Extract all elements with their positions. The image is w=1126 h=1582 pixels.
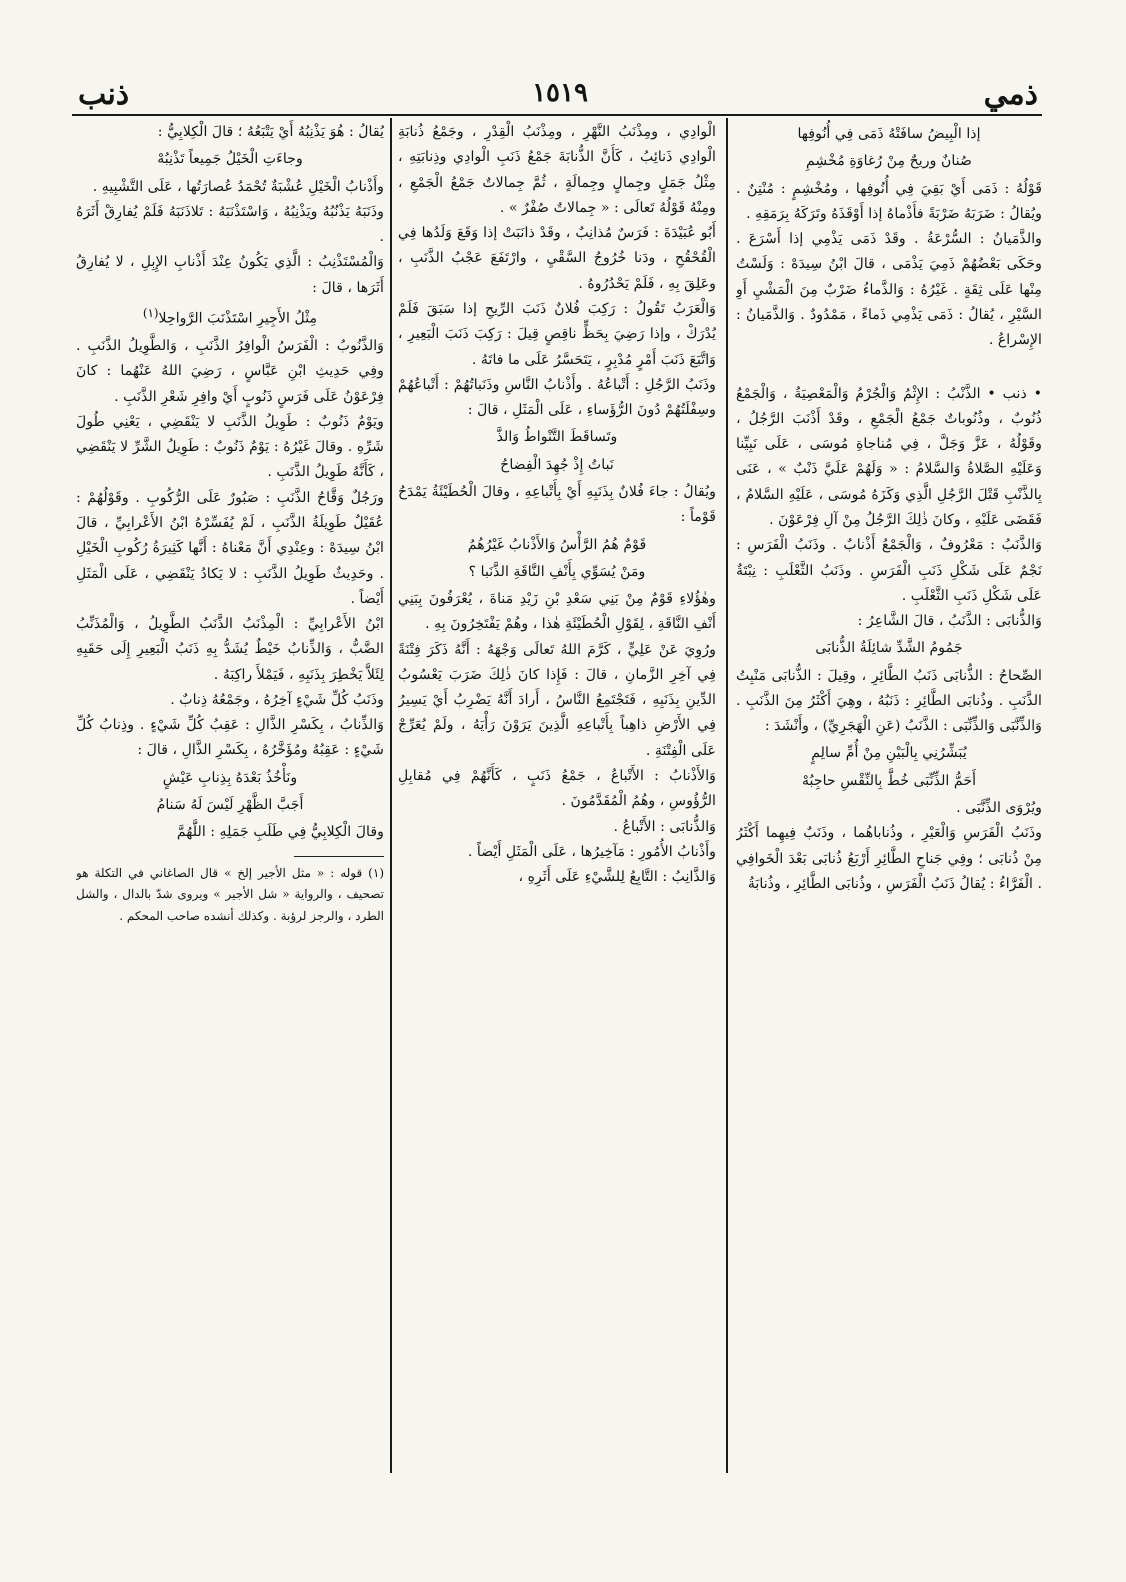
- verse-line: نَباتُ إِذْ جُهِدَ الْفِضاحُ: [500, 456, 614, 473]
- paragraph: الْوادِي ، ومِذْنَبُ النَّهْرِ ، ومِذْنَبُ الْقِدْرِ ، وجَمْعُ ذُنابَةِ الْوادِي ذَنائِبُ ، كَأَنَّ الذُّنابَةَ جَمْعُ ذَنَبِ الْوادِي وذِنابَتِهِ ، مِثْلُ جَمَلٍ وجِمالٍ وجِمالَةٍ ، ثُمَّ جِمالاتٌ جَمْعُ الْجَمْعِ ، ومِنْهُ قَوْلُهُ تَعالَى : « جِمالاتٌ صُفْرٌ » .: [398, 124, 716, 216]
- paragraph: الصِّحاحُ : الذُّنابَى ذَنَبُ الطَّائِرِ ، وقِيلَ : الذُّنابَى مَنْبِتُ الذَّنَبِ . وذُنابَى الطَّائِرِ : ذَنَبُهُ ، وهِيَ أَكْثَرُ مِنَ الذَّنَبِ . وَالذِّنَّبَى وَالذِّنِّبَى : الذَّنَبُ (عَنِ الْهَجَرِيِّ) ، وأَنْشَدَ :: [736, 667, 1042, 735]
- entry-dhanb: • ذنب • الذَّنْبُ : الإِثْمُ وَالْجُرْمُ وَالْمَعْصِيَةُ ، وَالْجَمْعُ ذُنُوبٌ ، وذُنُوباتٌ جَمْعُ الْجَمْعِ ، وقَدْ أَذْنَبَ الرَّجُلُ ، وقَوْلُهُ ، عَزَّ وَجَلَّ ، فِي مُناجاةِ مُوسَى ، عَلَى نَبِيِّنا وَعَلَيْهِ الصَّلاةُ وَالسَّلامُ : « وَلَهُمْ عَلَيَّ ذَنْبٌ » ، عَنَى بِالذَّنْبِ قَتْلَ الرَّجُلِ الَّذِي وَكَزَهُ مُوسَى ، عَلَيْهِ السَّلامُ ، فَقَضَى عَلَيْهِ ، وكانَ ذٰلِكَ الرَّجُلُ مِنْ آلِ فِرْعَوْنَ .: [736, 385, 1042, 528]
- paragraph: وقالَ الْكِلابِيُّ فِي طَلَبِ جَمَلِهِ : اللَّهُمَّ: [176, 824, 384, 841]
- paragraph: وَالْعَرَبُ تَقُولُ : رَكِبَ فُلانٌ ذَنَبَ الرِّيحِ إذا سَبَقَ فَلَمْ يُدْرَكْ ، وإذا رَضِيَ بِحَظٍّ ناقِصٍ قِيلَ : رَكِبَ ذَنَبَ الْبَعِيرِ ، وَاتَّبَعَ ذَنَبَ أَمْرٍ مُدْبِرٍ ، يَتَحَسَّرُ عَلَى ما فاتَهُ .: [398, 300, 716, 368]
- verse-line: قَوْمٌ هُمُ الرَّأْسُ وَالأَذْنابُ غَيْرُهُمُ: [467, 536, 647, 553]
- paragraph: وذَنَبُ الْفَرَسِ وَالْعَيْرِ ، وذُناباهُما ، وذَنَبٌ فِيهِما أَكْثَرُ مِنْ ذُنابَى ؛ وفِي جَناحِ الطَّائِرِ أَرْبَعُ ذُنابَى بَعْدَ الْخَوافِي . الْفَرَّاءُ : يُقالُ ذَنَبُ الْفَرَسِ ، وذُنابَى الطَّائِرِ ، وذُنابَةُ: [736, 825, 1042, 892]
- verse-line: يُبَشِّرُنِي بِالْبَيْنِ مِنْ أُمِّ سالِمٍ: [811, 745, 967, 762]
- paragraph: وَالْمُسْتَذْنِبُ : الَّذِي يَكُونُ عِنْدَ أَذْنابِ الإِبِلِ ، لا يُفارِقُ أَثَرَها ، قالَ :: [76, 254, 384, 296]
- verse-line: أَجَبَّ الظَّهْرِ لَيْسَ لَهُ سَنامُ: [156, 797, 304, 814]
- running-head-left: ذنب: [78, 77, 130, 112]
- paragraph: يُقالُ : هُوَ يَذْنِبُهُ أَيْ يَتْبَعُهُ ؛ قالَ الْكِلابِيُّ :: [157, 124, 384, 140]
- footnote-marker: (١): [142, 305, 159, 320]
- paragraph: وَالذَّنُوبُ : الْفَرَسُ الْوافِرُ الذَّنَبِ ، وَالطَّوِيلُ الذَّنَبِ . وفِي حَدِيثِ ابْنِ عَبَّاسٍ ، رَضِيَ اللهُ عَنْهُما : كانَ فِرْعَوْنُ عَلَى فَرَسٍ ذَنُوبٍ أَيْ وافِرِ شَعْرِ الذَّنَبِ .: [76, 337, 384, 405]
- paragraph: وَالذُّنابَى : الأَتْباعُ .: [613, 818, 716, 835]
- column-left: [76, 120, 384, 1470]
- column-divider-2: [390, 118, 392, 1473]
- paragraph: وأَذْنابُ الأُمُورِ : مَآخِيرُها ، عَلَى الْمَثَلِ أَيْضاً .: [467, 843, 716, 860]
- paragraph: والذَّمَيانُ : السُّرْعَةُ . وقَدْ ذَمَى يَذْمِي إذا أَسْرَعَ . وحَكَى بَعْضُهُمْ ذَمِيَ يَذْمَى ، قالَ ابْنُ سِيدَهْ : وَلَسْتُ مِنْها عَلَى ثِقَةٍ . غَيْرُهُ : وَالذَّماءُ ضَرْبٌ مِنَ الْمَشْيِ أَوِ السَّيْرِ ، يُقالُ : ذَمَى يَذْمِي ذَماءً ، مَمْدُودٌ . وَالذَّمَيانُ : الإِسْراعُ .: [736, 231, 1042, 349]
- verse-line: [76, 303, 384, 332]
- header-rule: [72, 114, 1042, 116]
- paragraph: ويَوْمٌ ذَنُوبٌ : طَوِيلُ الذَّنَبِ لا يَنْقَضِي ، يَعْنِي طُولَ شَرِّهِ . وقالَ غَيْرُهُ : يَوْمٌ ذَنُوبٌ : طَوِيلُ الشَّرِّ لا يَنْقَضِي ، كَأَنَّهُ طَوِيلُ الذَّنَبِ .: [76, 413, 384, 481]
- paragraph: وَالذِّنابُ ، بِكَسْرِ الذَّالِ : عَقِبُ كُلِّ شَيْءٍ . وذِنابُ كُلِّ شَيْءٍ : عَقِبُهُ ومُؤَخَّرُهُ ، بِكَسْرِ الذَّالِ ، قالَ :: [76, 717, 384, 759]
- paragraph: وَالأَذْنابُ : الأَتْباعُ ، جَمْعُ ذَنَبٍ ، كَأَنَّهُمْ فِي مُقابِلِ الرُّؤُوسِ ، وهُمُ الْمُقَدَّمُونَ .: [398, 768, 716, 810]
- paragraph: وَالذُّنابَى : الذَّنَبُ ، قالَ الشَّاعِرُ :: [857, 613, 1042, 630]
- column-middle: [398, 120, 716, 1470]
- paragraph: وأَذْنابُ الْخَيْلِ عُشْبَةٌ تُحْمَدُ عُصارَتُها ، عَلَى التَّشْبِيهِ .: [92, 178, 384, 195]
- paragraph: ورُوِيَ عَنْ عَلِيٍّ ، كَرَّمَ اللهُ تَعالَى وَجْهَهُ : أَنَّهُ ذَكَرَ فِتْنَةً فِي آخِرِ الزَّمانِ ، قالَ : فَإِذا كانَ ذٰلِكَ ضَرَبَ يَعْسُوبُ الدِّينِ بِذَنَبِهِ ، فَتَجْتَمِعُ النَّاسُ ، أَرادَ أَنَّهُ يَضْرِبُ أَيْ يَسِيرُ فِي الأَرْضِ ذاهِباً بِأَتْباعِهِ الَّذِينَ يَرَوْنَ رَأْيَهُ ، ولَمْ يُعَرِّجْ عَلَى الْفِتْنَةِ .: [398, 641, 716, 759]
- verse-line: أَحَمُّ الذِّنِّبَى خُطَّ بِالنِّقْسِ حاجِبُهْ: [801, 772, 977, 789]
- entry-gap: [736, 354, 1042, 382]
- paragraph: ابْنُ الأَعْرابِيِّ : الْمِذْنَبُ الذَّنَبُ الطَّوِيلُ ، وَالْمُذَنِّبُ الضَّبُّ ، وَالذِّنابُ خَيْطٌ يُشَدُّ بِهِ ذَنَبُ الْبَعِيرِ إِلَى حَقَبِهِ لِئَلاَّ يَخْطِرَ بِذَنَبِهِ ، فَيَمْلأَ راكِبَهُ .: [76, 616, 384, 683]
- verse-line: ومَنْ يُسَوِّي بِأَنْفِ النَّاقَةِ الذَّنَبا ؟: [468, 563, 646, 580]
- paragraph: وَالذَّانِبُ : التَّابِعُ لِلشَّيْءِ عَلَى أَثَرِهِ ،: [518, 869, 716, 886]
- verse-line: جَمُومُ الشَّدِّ شائِلَةُ الذُّنابَى: [815, 640, 963, 657]
- paragraph: وذَنَبُ كُلِّ شَيْءٍ آخِرُهُ ، وجَمْعُهُ ذِنابٌ .: [170, 691, 384, 708]
- verse-line: وجاءَتِ الْخَيْلُ جَمِيعاً تَذْنِبُهْ: [157, 151, 303, 168]
- footnote: (١) قوله : « مثل الأجير إلخ » قال الصاغاني في التكلة هو تصحيف ، والرواية « شل الأجير » ويروى شدّ بالدال ، والشل الطرد ، والرجز لرؤبة . وكذلك أنشده صاحب المحكم .: [76, 865, 384, 923]
- paragraph: ورَجُلٌ وَقَّاحُ الذَّنَبِ : صَبُورٌ عَلَى الرُّكُوبِ . وقَوْلُهُمْ : عُقَيْلٌ طَوِيلَةُ الذَّنَبِ ، لَمْ يُفَسِّرْهُ ابْنُ الأَعْرابِيِّ ، قالَ ابْنُ سِيدَهْ : وعِنْدِي أَنَّ مَعْناهُ : أَنَّها كَثِيرَةُ رُكُوبِ الْخَيْلِ . وحَدِيثٌ طَوِيلُ الذَّنَبِ : لا يَكادُ يَنْقَضِي ، عَلَى الْمَثَلِ أَيْضاً .: [76, 489, 384, 607]
- verse-text: مِثْلُ الأَجِيرِ اسْتَذْنَبَ الرَّواحِلا: [158, 310, 318, 327]
- paragraph: وَالذَّنَبُ : مَعْرُوفٌ ، وَالْجَمْعُ أَذْنابٌ . وذَنَبُ الْفَرَسِ : نَجْمٌ عَلَى شَكْلِ ذَنَبِ الْفَرَسِ . وذَنَبُ الثَّعْلَبِ : نِبْتَةٌ عَلَى شَكْلِ ذَنَبِ الثَّعْلَبِ .: [736, 537, 1042, 604]
- paragraph: قَوْلُهُ : ذَمَى أَيْ بَقِيَ فِي أُنُوفِها ، ومُخْشِمٍ : مُنْتِنٌ . ويُقالُ : ضَرَبَهُ ضَرْبَةً فأَذْماهُ إذا أَوْقَذَهُ وتَرَكَهُ بِرَمَقِهِ .: [736, 180, 1042, 222]
- verse-line: وتَساقَطَ التَّنْواطُ وَالذَّ: [496, 429, 618, 446]
- page-number: ١٥١٩: [532, 78, 588, 108]
- column-right: [736, 120, 1042, 1470]
- paragraph: ويُقالُ : جاءَ فُلانٌ بِذَنَبِهِ أَيْ بِأَتْباعِهِ ، وقالَ الْحُطَيْئَةُ يَمْدَحُ قَوْماً :: [398, 483, 716, 526]
- verse-line: إذا الْبِيضُ سافَتْهُ ذَمَى فِي أُنُوفِها: [797, 126, 981, 142]
- running-head-right: ذمي: [983, 77, 1038, 112]
- paragraph: أَبُو عُبَيْدَةَ : فَرَسٌ مُذانِبٌ ، وقَدْ ذانَبَتْ إذا وَقَعَ وَلَدُها فِي الْقُحْقُحِ ، ودَنا خُرُوجُ السَّقْيِ ، وارْتَفَعَ عَجْبُ الذَّنَبِ ، وعَلِقَ بِهِ ، فَلَمْ يَحْدُرُوهُ .: [398, 225, 716, 292]
- paragraph: ويُرْوَى الذِّنَّبَى .: [956, 800, 1042, 817]
- footnote-rule: [294, 856, 384, 857]
- column-divider-1: [726, 118, 728, 1473]
- verse-line: صُنانٌ وريحٌ مِنْ رُغاوَةِ مُخْشِمِ: [805, 153, 973, 170]
- paragraph: وذَنَبَهُ يَذْنُبُهُ ويَذْنِبُهُ ، وَاسْتَذْنَبَهُ : تَلاذَنَبَهُ فَلَمْ يُفارِقْ أَثَرَهُ .: [76, 203, 384, 246]
- paragraph: وهٰؤُلاءِ قَوْمٌ مِنْ بَنِي سَعْدِ بْنِ زَيْدِ مَناةَ ، يُعْرَفُونَ بِبَنِي أَنْفِ النَّاقَةِ ، لِقَوْلِ الْحُطَيْئَةِ هٰذا ، وهُمْ يَفْتَخِرُونَ بِهِ .: [398, 591, 716, 633]
- paragraph: وذَنَبُ الرَّجُلِ : أَتْباعُهُ . وأَذْنابُ النَّاسِ وذَنَباتُهُمْ : أَتْباعُهُمْ وسِفْلَتُهُمْ دُونَ الرُّؤَساءِ ، عَلَى الْمَثَلِ ، قالَ :: [398, 376, 716, 419]
- verse-line: ونَأْخُذُ بَعْدَهُ بِذِنابِ عَيْشٍ: [162, 769, 298, 786]
